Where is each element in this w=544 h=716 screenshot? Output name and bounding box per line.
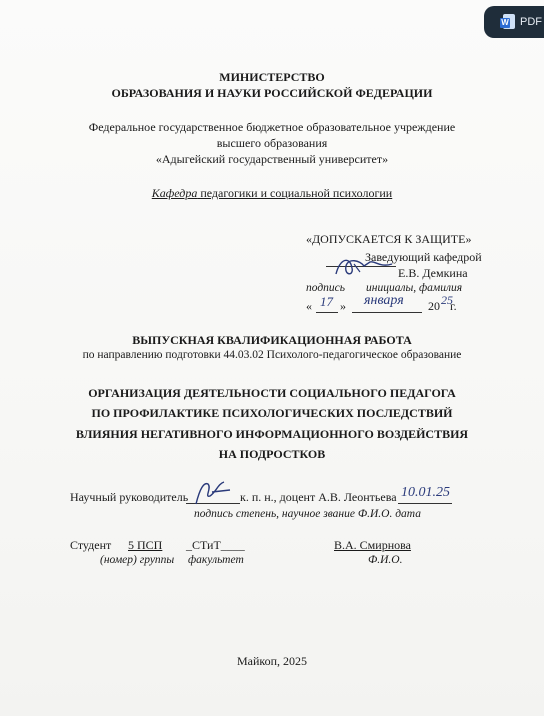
student-caption-name: Ф.И.О. [368, 554, 403, 566]
approval-signature [330, 254, 396, 280]
topic-line-3: ВЛИЯНИЯ НЕГАТИВНОГО ИНФОРМАЦИОННОГО ВОЗДЕЙСТВИЯ [75, 427, 469, 441]
student-faculty: СТиТ [192, 538, 221, 552]
topic-line-2: ПО ПРОФИЛАКТИКЕ ПСИХОЛОГИЧЕСКИХ ПОСЛЕДСТВИЙ [91, 406, 453, 420]
student-caption-faculty: факультет [188, 554, 244, 566]
approval-year-unit: г. [450, 299, 457, 313]
approval-month: января [364, 293, 404, 308]
student-caption-group: (номер) группы [100, 554, 175, 566]
supervisor-date-line [398, 503, 452, 504]
approval-year-prefix: 20 [428, 299, 440, 313]
ministry-line-2: ОБРАЗОВАНИЯ И НАУКИ РОССИЙСКОЙ ФЕДЕРАЦИИ [111, 86, 433, 100]
footer-place-year: Майкоп, 2025 [236, 654, 308, 668]
institution-line-2: высшего образования [216, 136, 328, 150]
supervisor-date: 10.01.25 [401, 485, 450, 500]
approval-caption-name: инициалы, фамилия [366, 282, 463, 294]
student-label: Студент [70, 538, 112, 552]
department-word: Кафедра [151, 186, 198, 200]
approval-date-close: » [340, 299, 346, 313]
approval-date-open: « [306, 299, 312, 313]
faculty-pad-left: _ [186, 538, 192, 552]
supervisor-info: к. п. н., доцент А.В. Леонтьева [240, 490, 397, 504]
pdf-badge[interactable] [484, 6, 544, 38]
supervisor-label: Научный руководитель [70, 490, 189, 504]
supervisor-caption: подпись степень, научное звание Ф.И.О. дата [194, 508, 421, 520]
topic-line-4: НА ПОДРОСТКОВ [218, 447, 326, 461]
topic-line-1: ОРГАНИЗАЦИЯ ДЕЯТЕЛЬНОСТИ СОЦИАЛЬНОГО ПЕДАГОГА [88, 386, 456, 400]
approval-role: Заведующий кафедрой [365, 250, 482, 264]
approval-caption-sign: подпись [306, 282, 346, 294]
approval-month-line [352, 312, 422, 313]
pdf-badge-label: PDF [520, 16, 542, 28]
approval-name: Е.В. Демкина [398, 266, 468, 280]
faculty-pad-right: ____ [220, 538, 245, 552]
approval-year-suffix: 25 [441, 293, 453, 307]
supervisor-signature [190, 478, 236, 508]
department-name: педагогики и социальной психологии [197, 186, 393, 200]
institution-line-1: Федеральное государственное бюджетное образовательное учреждение [88, 120, 456, 134]
ministry-line-1: МИНИСТЕРСТВО [219, 70, 325, 84]
student-name: В.А. Смирнова [334, 538, 411, 552]
word-icon: W [500, 14, 516, 30]
approval-day-line [316, 312, 338, 313]
approval-title: «ДОПУСКАЕТСЯ К ЗАЩИТЕ» [306, 232, 472, 246]
approval-day: 17 [320, 294, 333, 309]
student-faculty-wrap [186, 538, 245, 553]
work-type: ВЫПУСКНАЯ КВАЛИФИКАЦИОННАЯ РАБОТА [132, 333, 412, 347]
institution-line-3: «Адыгейский государственный университет» [155, 152, 389, 166]
work-direction: по направлению подготовки 44.03.02 Психолого-педагогическое образование [82, 349, 462, 361]
department-line [0, 186, 544, 201]
student-group: 5 ПСП [128, 538, 163, 552]
